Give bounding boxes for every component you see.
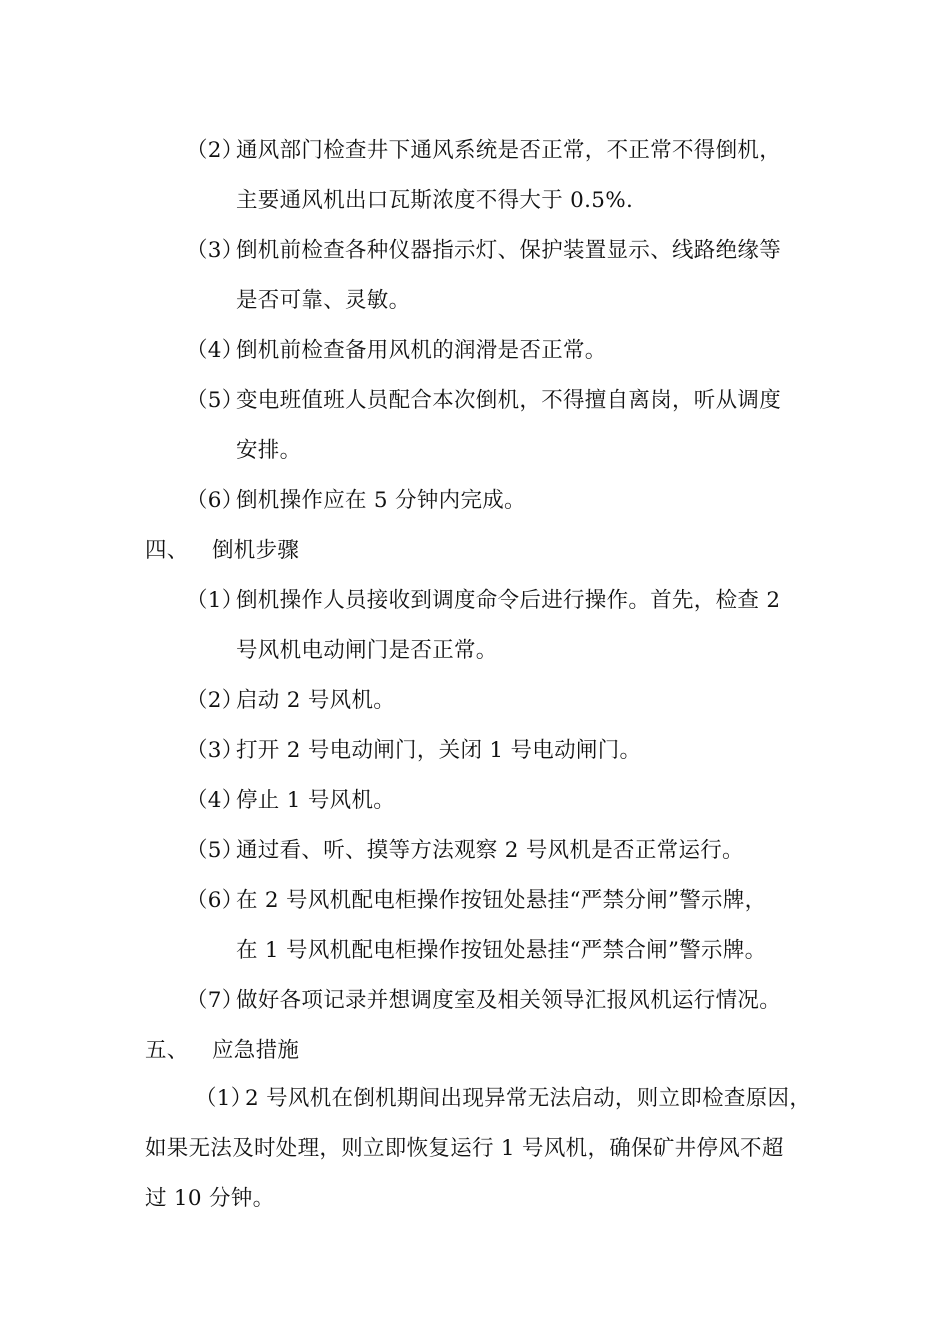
list-item-text: 通过看、听、摸等方法观察 2 号风机是否正常运行。 xyxy=(236,838,744,863)
list-item-number: （1） xyxy=(186,588,244,613)
list-item-text-continued: 主要通风机出口瓦斯浓度不得大于 0.5%. xyxy=(236,188,634,213)
list-item-text: 停止 1 号风机。 xyxy=(236,788,396,813)
list-item-number: （2） xyxy=(186,688,244,713)
paragraph-line: 如果无法及时处理，则立即恢复运行 1 号风机，确保矿井停风不超 xyxy=(145,1136,784,1161)
list-item-text: 倒机操作应在 5 分钟内完成。 xyxy=(236,488,526,513)
list-item-number: （6） xyxy=(186,888,244,913)
list-item-text-continued: 安排。 xyxy=(236,438,302,463)
section-heading-title: 倒机步骤 xyxy=(212,538,300,563)
list-item-number: （6） xyxy=(186,488,244,513)
list-item-number: （2） xyxy=(186,138,244,163)
list-item-text: 倒机操作人员接收到调度命令后进行操作。首先，检查 2 xyxy=(236,588,781,613)
list-item-text: 变电班值班人员配合本次倒机，不得擅自离岗，听从调度 xyxy=(236,388,782,413)
list-item-number: （4） xyxy=(186,788,244,813)
list-item-number: （5） xyxy=(186,388,244,413)
section-heading-numeral: 四、 xyxy=(145,538,189,563)
list-item-text: 做好各项记录并想调度室及相关领导汇报风机运行情况。 xyxy=(236,988,782,1013)
section-heading-title: 应急措施 xyxy=(212,1038,300,1063)
list-item-text-continued: 是否可靠、灵敏。 xyxy=(236,288,411,313)
list-item-text: 打开 2 号电动闸门，关闭 1 号电动闸门。 xyxy=(236,738,642,763)
list-item-number: （3） xyxy=(186,238,244,263)
section-heading-numeral: 五、 xyxy=(145,1038,189,1063)
list-item-text: 启动 2 号风机。 xyxy=(236,688,396,713)
list-item-text-continued: 在 1 号风机配电柜操作按钮处悬挂“严禁合闸”警示牌。 xyxy=(236,938,767,963)
paragraph-number: （1） xyxy=(195,1086,253,1111)
list-item-text: 在 2 号风机配电柜操作按钮处悬挂“严禁分闸”警示牌， xyxy=(236,888,767,913)
list-item-number: （7） xyxy=(186,988,244,1013)
paragraph-line: 2 号风机在倒机期间出现异常无法启动，则立即检查原因， xyxy=(245,1086,812,1111)
list-item-text: 倒机前检查备用风机的润滑是否正常。 xyxy=(236,338,607,363)
paragraph-line: 过 10 分钟。 xyxy=(145,1186,275,1211)
list-item-number: （5） xyxy=(186,838,244,863)
list-item-text-continued: 号风机电动闸门是否正常。 xyxy=(236,638,498,663)
list-item-text: 通风部门检查井下通风系统是否正常，不正常不得倒机， xyxy=(236,138,782,163)
list-item-text: 倒机前检查各种仪器指示灯、保护装置显示、线路绝缘等 xyxy=(236,238,782,263)
list-item-number: （4） xyxy=(186,338,244,363)
list-item-number: （3） xyxy=(186,738,244,763)
